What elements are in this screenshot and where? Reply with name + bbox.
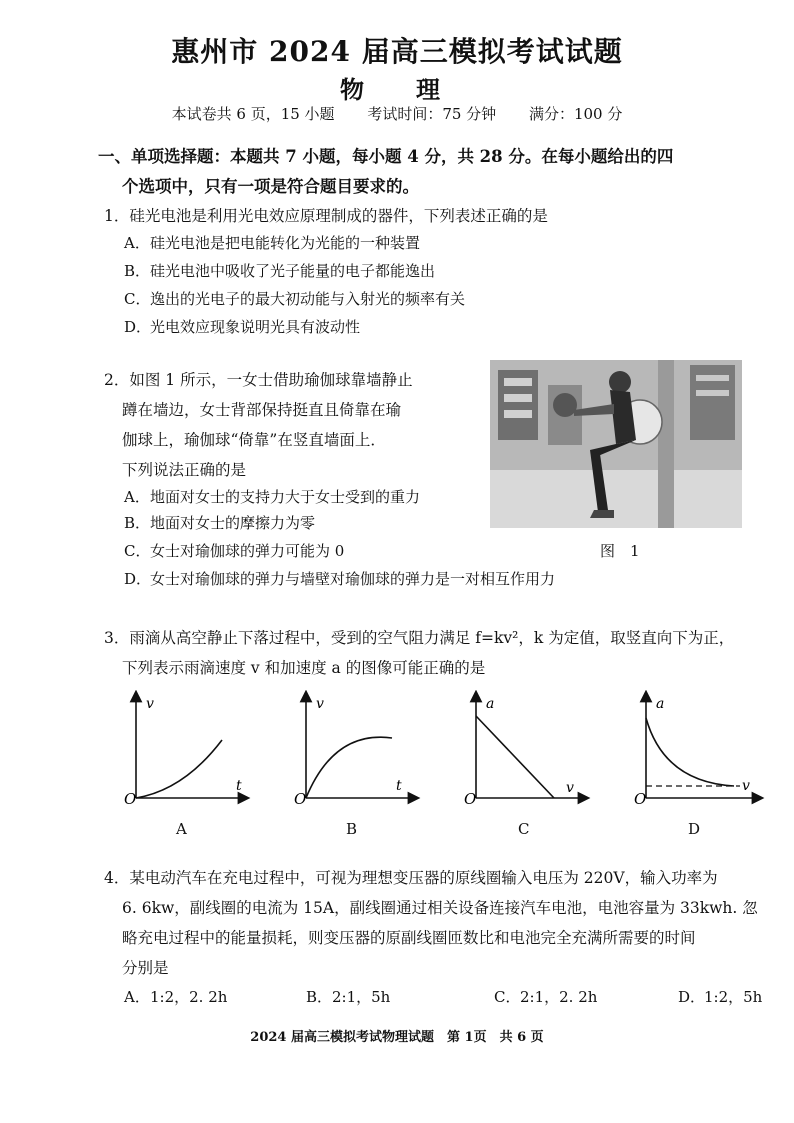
q1-option-d: D．光电效应现象说明光具有波动性 xyxy=(124,318,361,336)
graph-a-origin: O xyxy=(124,790,137,808)
pages-info: 本试卷共 6 页，15 小题 xyxy=(171,105,335,123)
q4-option-d: D．1:2，5h xyxy=(678,988,763,1006)
section-heading-line1: 一、单项选择题：本题共 7 小题，每小题 4 分，共 28 分。在每小题给出的四 xyxy=(98,147,674,166)
q2-option-b: B．地面对女士的摩擦力为零 xyxy=(124,514,316,532)
section-heading xyxy=(100,142,770,202)
q4-option-b: B．2:1，5h xyxy=(306,988,391,1006)
q1-option-a: A．硅光电池是把电能转化为光能的一种装置 xyxy=(124,234,421,252)
q2-option-a: A．地面对女士的支持力大于女士受到的重力 xyxy=(124,488,421,506)
section-heading-line2: 个选项中，只有一项是符合题目要求的。 xyxy=(122,177,419,196)
graph-c-y-label: a xyxy=(486,696,495,712)
graph-b-curve xyxy=(306,737,392,798)
q4-option-a: A．1:2，2. 2h xyxy=(124,988,228,1006)
q2-stem-line2: 蹲在墙边，女士背部保持挺直且倚靠在瑜 xyxy=(122,401,402,419)
graph-c-line xyxy=(476,716,554,798)
q2-stem-line1: 2．如图 1 所示，一女士借助瑜伽球靠墙静止 xyxy=(104,371,413,389)
q4-stem-line2: 6. 6kw，副线圈的电流为 15A，副线圈通过相关设备连接汽车电池，电池容量为 33kwh. 忽 xyxy=(122,899,758,917)
graph-d-origin: O xyxy=(634,790,647,808)
q1-option-c: C．逸出的光电子的最大初动能与入射光的频率有关 xyxy=(124,290,466,308)
graph-a-x-label: t xyxy=(236,778,242,794)
graph-b xyxy=(284,690,424,838)
exam-info xyxy=(0,103,794,124)
graph-d-x-label: v xyxy=(742,778,750,794)
q2-option-c: C．女士对瑜伽球的弹力可能为 0 xyxy=(124,542,345,560)
page-footer: 2024 届高三模拟考试物理试题 第 1页 共 6 页 xyxy=(250,1030,544,1045)
q2-stem-line3: 伽球上，瑜伽球“倚靠”在竖直墙面上． xyxy=(122,431,386,449)
q3-stem-line2: 下列表示雨滴速度 v 和加速度 a 的图像可能正确的是 xyxy=(122,659,486,677)
graph-a xyxy=(114,690,254,838)
subject-title: 物 理 xyxy=(340,75,454,104)
graph-c-origin: O xyxy=(464,790,477,808)
graph-d-y-label: a xyxy=(656,696,665,712)
exam-title: 惠州市 2024 届高三模拟考试试题 xyxy=(171,35,623,68)
graph-a-y-label: v xyxy=(146,696,154,712)
figure-1-photo xyxy=(490,360,742,528)
q4-option-c: C．2:1，2. 2h xyxy=(494,988,598,1006)
graph-a-curve xyxy=(136,740,222,798)
figure-1-caption: 图 1 xyxy=(600,542,640,560)
graph-b-origin: O xyxy=(294,790,307,808)
graph-a-label: A xyxy=(176,820,187,838)
q4-stem-line4: 分别是 xyxy=(122,959,169,977)
q3-stem-line1: 3．雨滴从高空静止下落过程中，受到的空气阻力满足 f=kv²，k 为定值，取竖直向下为正， xyxy=(104,629,735,647)
score-info: 满分：100 分 xyxy=(528,105,623,123)
graph-d-label: D xyxy=(688,820,701,838)
graph-b-y-label: v xyxy=(316,696,324,712)
q4-stem-line3: 略充电过程中的能量损耗，则变压器的原副线圈匝数比和电池完全充满所需要的时间 xyxy=(122,929,696,947)
graph-d-curve xyxy=(646,718,734,786)
q4-stem-line1: 4．某电动汽车在充电过程中，可视为理想变压器的原线圈输入电压为 220V，输入功率为 xyxy=(104,869,718,887)
q1-option-b: B．硅光电池中吸收了光子能量的电子都能逸出 xyxy=(124,262,436,280)
q1-stem: 1．硅光电池是利用光电效应原理制成的器件，下列表述正确的是 xyxy=(104,207,548,225)
graph-b-label: B xyxy=(346,820,358,838)
graph-c-x-label: v xyxy=(566,780,574,796)
q2-option-d: D．女士对瑜伽球的弹力与墙壁对瑜伽球的弹力是一对相互作用力 xyxy=(124,570,556,588)
time-info: 考试时间：75 分钟 xyxy=(367,105,497,123)
graph-c-label: C xyxy=(518,820,530,838)
q2-stem-line4: 下列说法正确的是 xyxy=(122,461,247,479)
graph-c xyxy=(454,690,594,838)
graph-d xyxy=(624,690,774,838)
graph-b-x-label: t xyxy=(396,778,402,794)
